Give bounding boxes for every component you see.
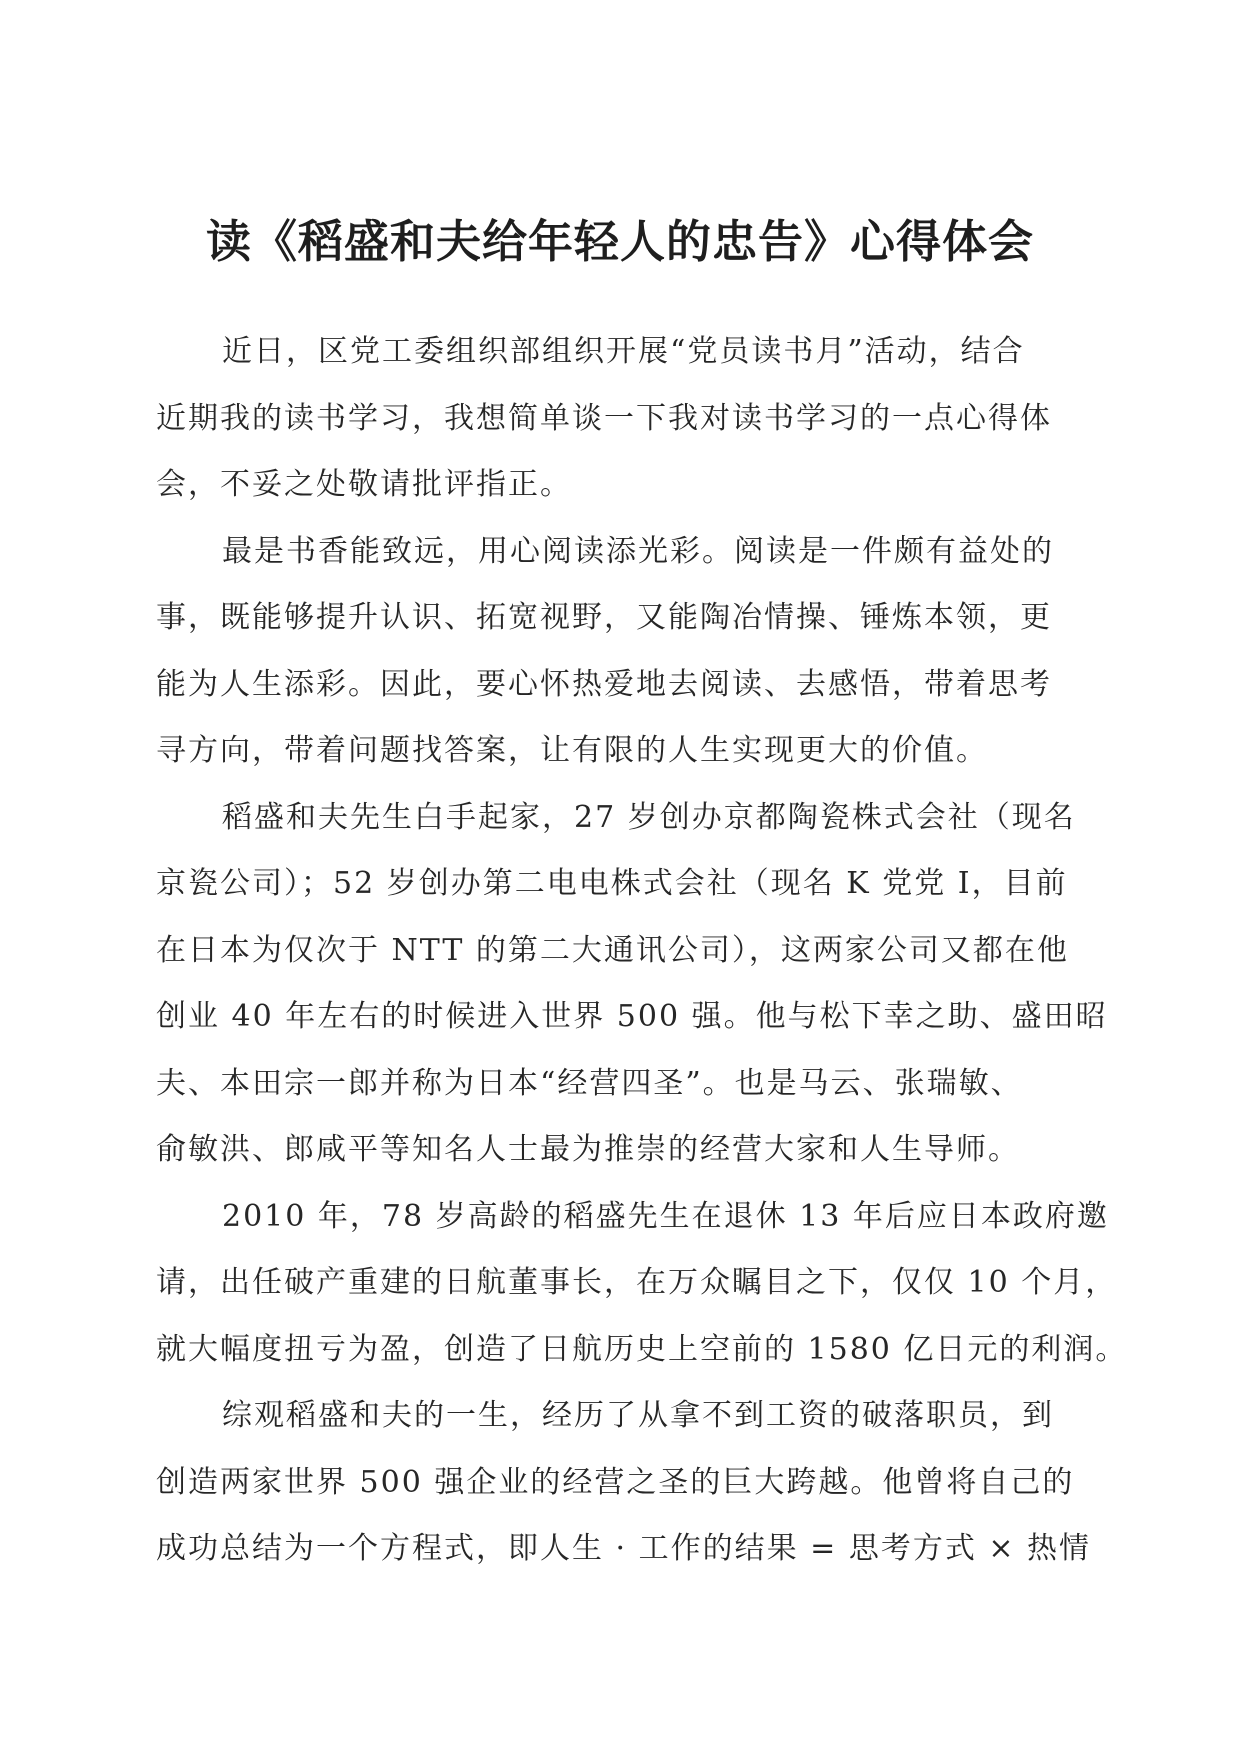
paragraph-3-line-5: 夫、本田宗一郎并称为日本“经营四圣”。也是马云、张瑞敏、 (156, 1066, 1023, 1101)
paragraph-2-line-4: 寻方向，带着问题找答案，让有限的人生实现更大的价值。 (156, 733, 988, 768)
paragraph-4-line-2: 请，出任破产重建的日航董事长，在万众瞩目之下，仅仅 10 个月， (156, 1265, 1118, 1300)
paragraph-5-line-2: 创造两家世界 500 强企业的经营之圣的巨大跨越。他曾将自己的 (156, 1465, 1075, 1500)
paragraph-1-line-3: 会，不妥之处敬请批评指正。 (156, 467, 572, 502)
paragraph-3-line-2: 京瓷公司）；52 岁创办第二电电株式会社（现名 K 党党 I，目前 (156, 866, 1068, 901)
paragraph-3-line-4: 创业 40 年左右的时候进入世界 500 强。他与松下幸之助、盛田昭 (156, 999, 1108, 1034)
paragraph-2-line-2: 事，既能够提升认识、拓宽视野，又能陶冶情操、锤炼本领，更 (156, 600, 1052, 635)
document-title: 读《稻盛和夫给年轻人的忠告》心得体会 (205, 215, 1034, 268)
paragraph-3-line-1: 稻盛和夫先生白手起家，27 岁创办京都陶瓷株式会社（现名 (222, 800, 1076, 835)
paragraph-4-line-3: 就大幅度扭亏为盈，创造了日航历史上空前的 1580 亿日元的利润。 (156, 1332, 1128, 1367)
paragraph-5-line-1: 综观稻盛和夫的一生，经历了从拿不到工资的破落职员，到 (222, 1398, 1054, 1433)
paragraph-3-line-6: 俞敏洪、郎咸平等知名人士最为推崇的经营大家和人生导师。 (156, 1132, 1020, 1167)
paragraph-2-line-3: 能为人生添彩。因此，要心怀热爱地去阅读、去感悟，带着思考 (156, 667, 1052, 702)
paragraph-5-line-3: 成功总结为一个方程式，即人生 · 工作的结果 = 思考方式 × 热情 (156, 1531, 1092, 1566)
paragraph-2-line-1: 最是书香能致远，用心阅读添光彩。阅读是一件颇有益处的 (222, 534, 1054, 569)
paragraph-4-line-1: 2010 年，78 岁高龄的稻盛先生在退休 13 年后应日本政府邀 (222, 1199, 1109, 1234)
paragraph-1-line-1: 近日，区党工委组织部组织开展“党员读书月”活动，结合 (222, 334, 1025, 369)
paragraph-1-line-2: 近期我的读书学习，我想简单谈一下我对读书学习的一点心得体 (156, 401, 1052, 436)
paragraph-3-line-3: 在日本为仅次于 NTT 的第二大通讯公司），这两家公司又都在他 (156, 933, 1069, 968)
